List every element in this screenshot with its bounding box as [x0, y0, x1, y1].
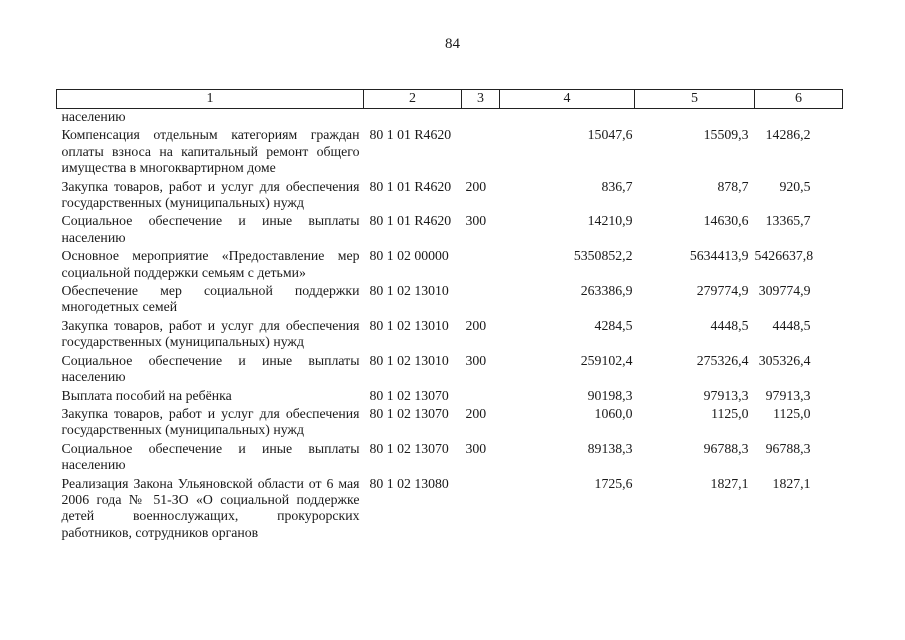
table-row: [57, 246, 843, 281]
row-value-col6: 1827,1: [772, 475, 811, 491]
row-value-col5: 97913,3: [703, 387, 749, 403]
row-target-article: 80 1 02 13010: [369, 317, 449, 333]
table-row: [57, 211, 843, 246]
row-value-col4: 836,7: [601, 178, 633, 194]
page-number: 84: [445, 36, 460, 52]
row-name: Компенсация отдельным категориям граждан оплаты взноса на капитальный ремонт общего имущества в многоквартирном доме: [61, 127, 360, 176]
row-target-article: 80 1 02 13010: [369, 283, 449, 299]
table-row: [57, 404, 843, 439]
row-name: Обеспечение мер социальной поддержки многодетных семей: [61, 283, 360, 315]
row-value-col6: 309774,9: [758, 283, 811, 299]
row-target-article: 80 1 01 R4620: [369, 127, 452, 143]
row-target-article: 80 1 02 13070: [369, 440, 449, 456]
table-body: [57, 109, 843, 542]
row-target-article: 80 1 02 00000: [369, 248, 449, 264]
row-value-col5: 1827,1: [710, 475, 749, 491]
row-expense-type: [462, 125, 500, 176]
table-row: [57, 177, 843, 212]
header-col-2: 2: [364, 90, 462, 109]
row-value-col6: 14286,2: [765, 127, 811, 143]
row-expense-type: 200: [465, 317, 487, 333]
header-col-6: 6: [755, 90, 843, 109]
row-expense-type: 200: [465, 178, 487, 194]
row-name: Выплата пособий на ребёнка: [61, 387, 232, 403]
table-row: [57, 386, 843, 404]
row-value-col4: 1060,0: [594, 405, 633, 421]
row-expense-type: [462, 386, 500, 404]
row-value-col5: [635, 109, 755, 126]
table-row: [57, 109, 843, 126]
row-name: Закупка товаров, работ и услуг для обеспечения государственных (муниципальных) нужд: [61, 405, 360, 438]
row-expense-type: 300: [465, 213, 487, 229]
header-col-4: 4: [500, 90, 635, 109]
row-value-col6: 96788,3: [765, 440, 811, 456]
row-expense-type: [462, 109, 500, 126]
row-value-col5: 14630,6: [703, 213, 749, 229]
row-expense-type: [462, 246, 500, 281]
row-name: Закупка товаров, работ и услуг для обеспечения государственных (муниципальных) нужд: [61, 178, 360, 211]
table-header: [57, 90, 843, 109]
row-target-article: 80 1 02 13070: [369, 405, 449, 421]
row-name: Социальное обеспечение и иные выплаты населению: [61, 352, 360, 385]
row-value-col5: 1125,0: [711, 405, 749, 421]
table-row: [57, 125, 843, 176]
row-value-col4: 1725,6: [594, 475, 633, 491]
table-row: [57, 316, 843, 351]
row-target-article: [364, 109, 462, 126]
row-name: Реализация Закона Ульяновской области от 6 мая 2006 года № 51-ЗО «О социальной поддержке детей военнослужащих, прокурорских работников, сотрудников органов: [61, 475, 360, 540]
row-value-col5: 5634413,9: [689, 248, 749, 264]
row-value-col5: 275326,4: [696, 352, 749, 368]
header-col-1: 1: [57, 90, 364, 109]
row-value-col6: 5426637,8: [754, 248, 814, 264]
row-value-col6: 1125,0: [773, 405, 811, 421]
row-target-article: 80 1 02 13010: [369, 352, 449, 368]
row-value-col6: 13365,7: [765, 213, 811, 229]
row-value-col5: 279774,9: [696, 283, 749, 299]
row-name: Основное мероприятие «Предоставление мер социальной поддержки семьям с детьми»: [61, 248, 360, 280]
row-expense-type: 300: [465, 440, 487, 456]
row-name: Социальное обеспечение и иные выплаты населению: [61, 213, 360, 245]
row-target-article: 80 1 01 R4620: [369, 213, 452, 229]
row-name: Закупка товаров, работ и услуг для обеспечения государственных (муниципальных) нужд: [61, 317, 360, 350]
row-value-col4: 263386,9: [580, 283, 633, 299]
table-row: [57, 474, 843, 542]
table-row: [57, 351, 843, 386]
row-value-col6: 305326,4: [758, 352, 811, 368]
row-expense-type: [462, 474, 500, 542]
row-value-col6: 97913,3: [765, 387, 811, 403]
row-value-col5: 4448,5: [710, 317, 749, 333]
row-value-col4: 5350852,2: [573, 248, 633, 264]
row-value-col6: 4448,5: [772, 317, 811, 333]
row-expense-type: 200: [465, 405, 487, 421]
row-value-col4: [500, 109, 635, 126]
row-name: населению: [61, 109, 126, 124]
budget-table: [56, 89, 843, 541]
row-value-col5: 15509,3: [703, 127, 749, 143]
row-value-col4: 89138,3: [587, 440, 633, 456]
row-target-article: 80 1 02 13070: [369, 387, 449, 403]
row-value-col5: 96788,3: [703, 440, 749, 456]
row-target-article: 80 1 01 R4620: [369, 178, 452, 194]
row-name: Социальное обеспечение и иные выплаты населению: [61, 440, 360, 473]
row-expense-type: [462, 281, 500, 316]
header-col-5: 5: [635, 90, 755, 109]
row-value-col4: 90198,3: [587, 387, 633, 403]
row-value-col6: [755, 109, 843, 126]
header-row: [57, 90, 843, 109]
row-value-col5: 878,7: [717, 178, 749, 194]
row-value-col4: 4284,5: [594, 317, 633, 333]
row-value-col4: 15047,6: [587, 127, 633, 143]
row-value-col6: 920,5: [779, 178, 811, 194]
table-row: [57, 281, 843, 316]
row-value-col4: 259102,4: [580, 352, 633, 368]
row-target-article: 80 1 02 13080: [369, 475, 449, 491]
row-expense-type: 300: [465, 352, 487, 368]
header-col-3: 3: [462, 90, 500, 109]
row-value-col4: 14210,9: [587, 213, 633, 229]
table-row: [57, 439, 843, 474]
